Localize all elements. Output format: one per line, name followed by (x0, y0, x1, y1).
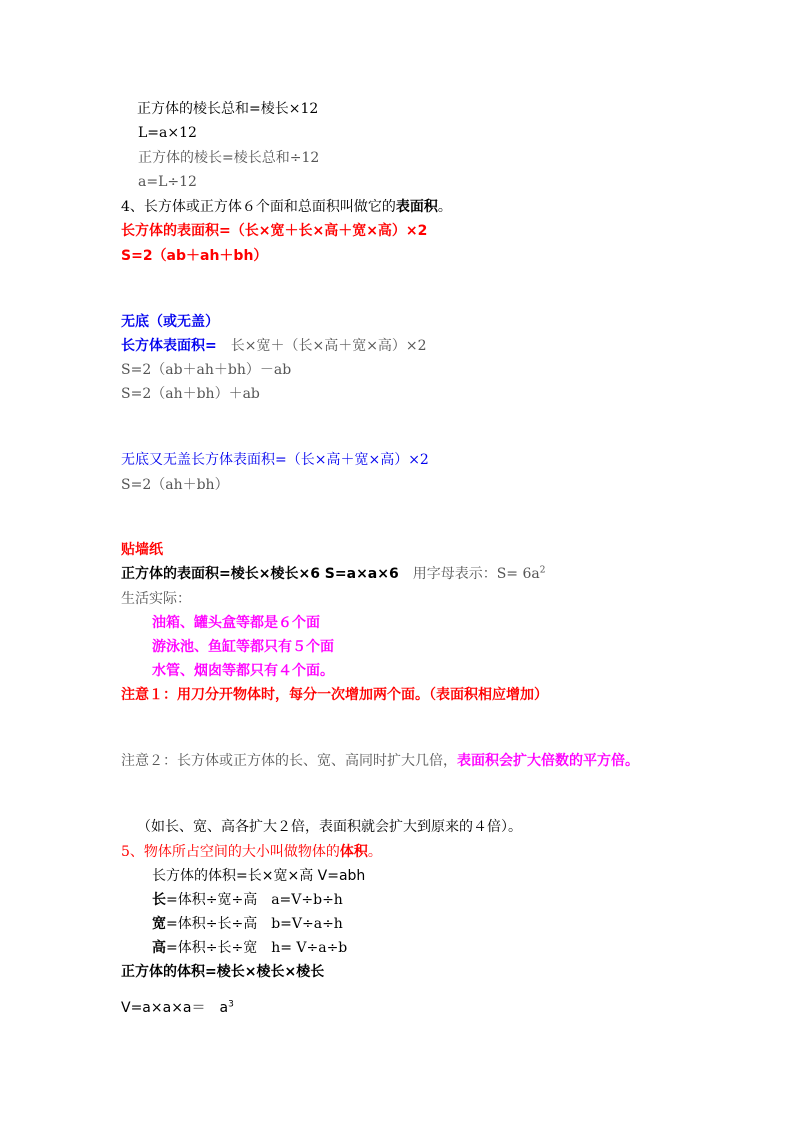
length-formula (152, 891, 343, 909)
cube-edge-sum-formula: 正方体的棱长总和=棱长×12 (137, 101, 319, 117)
no-bottom-no-top-formula: 无底又无盖长方体表面积=（长×高＋宽×高）×2 (121, 452, 429, 468)
surface-area-definition (121, 198, 452, 216)
no-bottom-formula (121, 337, 427, 355)
surface-def-end: 。 (437, 199, 452, 215)
note-2 (121, 752, 639, 770)
height-formula (152, 939, 347, 957)
width-formula (152, 915, 343, 933)
note-2-example: （如长、宽、高各扩大２倍，表面积就会扩大到原来的４倍）。 (137, 819, 522, 835)
no-bottom-letters-1: S=2（ab＋ah＋bh）－ab (121, 362, 292, 378)
length-label: 长 (152, 892, 166, 908)
cube-edge-letters: a=L÷12 (138, 174, 197, 190)
cube-volume-exponent: 3 (228, 999, 234, 1010)
height-label: 高 (152, 940, 166, 956)
note-2-text: 注意２：长方体或正方体的长、宽、高同时扩大几倍， (121, 753, 457, 769)
example-five-faces: 游泳池、鱼缸等都只有５个面 (152, 639, 334, 655)
volume-def-text: 5、物体所占空间的大小叫做物体的 (121, 844, 340, 860)
cuboid-surface-letters: S=2（ab＋ah＋bh） (121, 248, 268, 264)
wallpaper-heading: 贴墙纸 (121, 542, 163, 558)
cube-volume-formula: 正方体的体积=棱长×棱长×棱长 (121, 964, 325, 980)
surface-def-term: 表面积 (395, 199, 438, 215)
length-rest: =体积÷宽÷高 a=V÷b÷h (166, 892, 343, 908)
example-four-faces: 水管、烟囱等都只有４个面。 (152, 663, 334, 679)
width-label: 宽 (152, 916, 166, 932)
height-rest: =体积÷长÷宽 h= V÷a÷b (166, 940, 348, 956)
cube-volume-letters (121, 999, 234, 1017)
note-2-highlight: 表面积会扩大倍数的平方倍。 (457, 753, 639, 769)
cuboid-volume-formula: 长方体的体积=长×宽×高 V=abh (152, 868, 366, 884)
cube-edge-sum-letters: L=a×12 (138, 125, 197, 141)
cube-surface-text: 正方体的表面积=棱长×棱长×6 S=a×a×6 (121, 566, 399, 582)
width-rest: =体积÷长÷高 b=V÷a÷h (166, 916, 343, 932)
real-life-label: 生活实际： (121, 591, 191, 607)
surface-def-text: 4、长方体或正方体６个面和总面积叫做它的 (121, 199, 396, 215)
no-bottom-no-top-letters: S=2（ah＋bh） (121, 477, 229, 493)
cube-surface-formula (121, 565, 545, 583)
note-1: 注意１：用刀分开物体时，每分一次增加两个面。（表面积相应增加） (121, 687, 548, 703)
cube-surface-letter-label: 用字母表示：S= 6a (398, 566, 540, 582)
no-bottom-letters-2: S=2（ah＋bh）＋ab (121, 386, 260, 402)
cuboid-surface-formula: 长方体的表面积=（长×宽＋长×高＋宽×高）×2 (121, 223, 428, 239)
volume-def-end: 。 (367, 844, 382, 860)
cube-volume-letters-text: V=a×a×a＝ a (121, 1000, 229, 1016)
cube-surface-exponent: 2 (539, 565, 546, 576)
cube-edge-formula: 正方体的棱长=棱长总和÷12 (138, 150, 320, 166)
volume-def-term: 体积 (339, 844, 368, 860)
no-bottom-heading: 无底（或无盖） (121, 314, 219, 330)
no-bottom-formula-label: 长方体表面积= (121, 338, 217, 354)
volume-definition (121, 843, 382, 861)
no-bottom-formula-rest: 长×宽＋（长×高＋宽×高）×2 (216, 338, 427, 354)
example-six-faces: 油箱、罐头盒等都是６个面 (152, 615, 320, 631)
